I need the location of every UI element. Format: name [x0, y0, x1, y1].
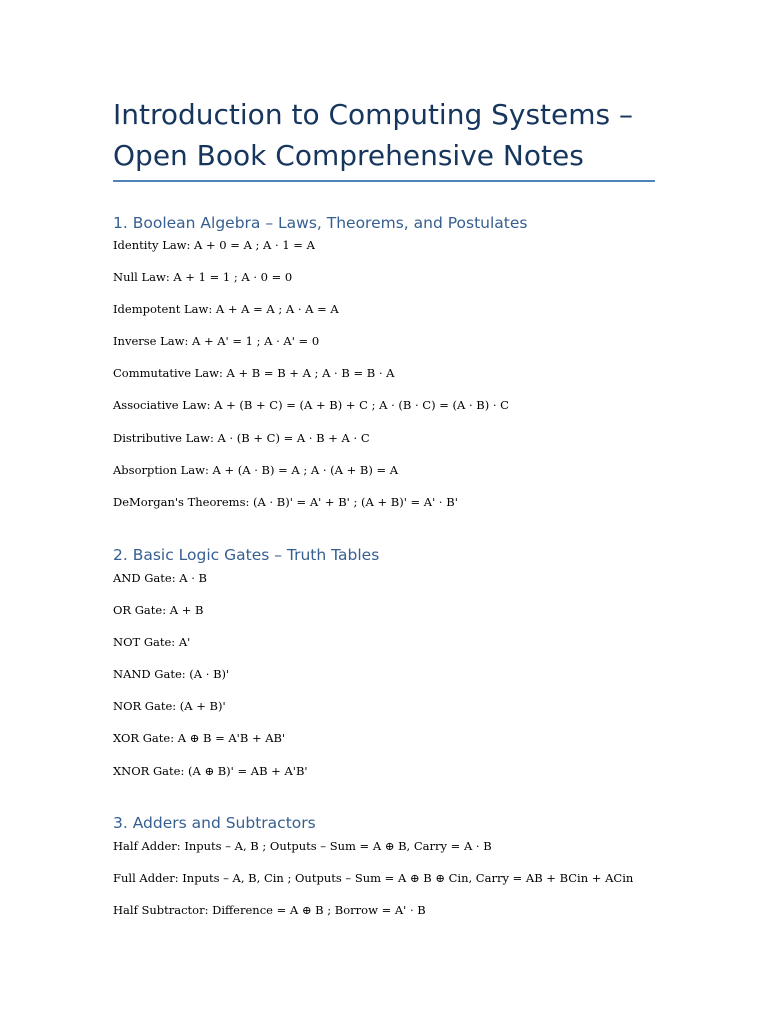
list-item: Half Subtractor: Difference = A ⊕ B ; Borrow = A' · B — [113, 903, 426, 918]
adders-list — [113, 838, 633, 934]
section-heading-adders: 3. Adders and Subtractors — [113, 814, 316, 832]
list-item: Associative Law: A + (B + C) = (A + B) + C ; A · (B · C) = (A · B) · C — [113, 398, 509, 413]
list-item: Half Adder: Inputs – A, B ; Outputs – Sum = A ⊕ B, Carry = A · B — [113, 839, 492, 853]
logic-gates-list — [113, 570, 308, 795]
list-item: DeMorgan's Theorems: (A · B)' = A' + B' ; (A + B)' = A' · B' — [113, 494, 458, 509]
list-item: Idempotent Law: A + A = A ; A · A = A — [113, 302, 339, 317]
list-item: XOR Gate: A ⊕ B = A'B + AB' — [113, 731, 286, 746]
list-item: OR Gate: A + B — [113, 603, 204, 618]
list-item: Null Law: A + 1 = 1 ; A · 0 = 0 — [113, 270, 293, 285]
list-item: NAND Gate: (A · B)' — [113, 667, 230, 682]
list-item: NOR Gate: (A + B)' — [113, 699, 226, 714]
list-item: XNOR Gate: (A ⊕ B)' = AB + A'B' — [113, 763, 308, 778]
title-underline — [113, 180, 655, 182]
section-heading-logic-gates: 2. Basic Logic Gates – Truth Tables — [113, 546, 380, 564]
list-item: Commutative Law: A + B = B + A ; A · B = B · A — [113, 366, 395, 381]
document-title: Introduction to Computing Systems – Open Book Comprehensive Notes — [113, 98, 634, 172]
list-item: Inverse Law: A + A' = 1 ; A · A' = 0 — [113, 334, 320, 349]
list-item: NOT Gate: A' — [113, 635, 191, 650]
list-item: Absorption Law: A + (A · B) = A ; A · (A + B) = A — [113, 462, 399, 477]
list-item: Identity Law: A + 0 = A ; A · 1 = A — [113, 238, 315, 252]
section-heading-boolean-algebra: 1. Boolean Algebra – Laws, Theorems, and Postulates — [113, 214, 528, 232]
list-item: Distributive Law: A · (B + C) = A · B + A · C — [113, 430, 370, 445]
list-item: AND Gate: A · B — [113, 571, 207, 585]
boolean-laws-list — [113, 237, 509, 526]
list-item: Full Adder: Inputs – A, B, Cin ; Outputs – Sum = A ⊕ B ⊕ Cin, Carry = AB + BCin + ACin — [113, 871, 634, 886]
